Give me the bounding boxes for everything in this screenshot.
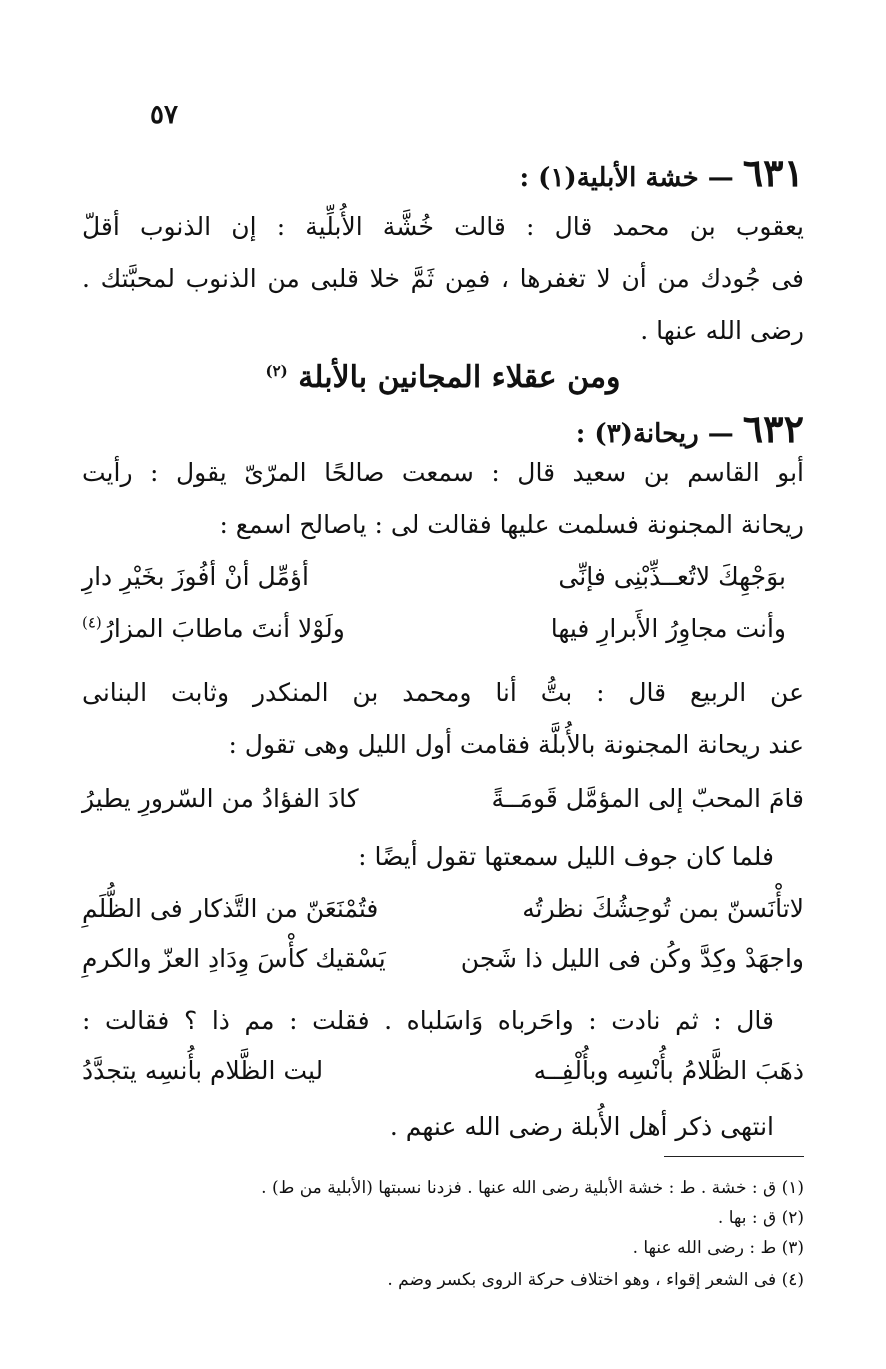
- footnote-3: (٣) ط : رضى الله عنها .: [632, 1238, 804, 1258]
- entry-631-heading: [82, 150, 804, 195]
- footnote-2: (٢) ق : بها .: [717, 1208, 804, 1228]
- verse-2-left: [82, 614, 345, 643]
- section-heading: [82, 360, 804, 395]
- verse-4-left: فتُمْنَعَنّ من التَّذكار فى الظُّلَمِ: [82, 894, 379, 923]
- paragraph-3-line-1: عن الربيع قال : بتُّ أنا ومحمد بن المنكدر وثابت البنانى: [82, 678, 804, 707]
- paragraph-1-line-1: يعقوب بن محمد قال : قالت خُشَّة الأُبلِّية : إن الذنوب أقلّ: [82, 212, 804, 241]
- paragraph-1-line-2: فى جُودك من أن لا تغفرها ، فمِن ثَمَّ خلا قلبى من الذنوب لمحبَّتك .: [82, 264, 804, 293]
- entry-632-number: ٦٣٢: [742, 406, 804, 451]
- entry-631-number: ٦٣١: [742, 150, 804, 195]
- section-title: ومن عقلاء المجانين بالأبلة: [298, 360, 621, 395]
- footnote-1: (١) ق : خشة . ط : خشة الأبلية رضى الله عنها . فزدنا نسبتها (الأبلية من ط) .: [261, 1178, 804, 1198]
- paragraph-6: انتهى ذكر أهل الأُبلة رضى الله عنهم .: [389, 1112, 774, 1141]
- verse-6-right: ذهَبَ الظَّلامُ بأُنْسِه وبأُلْفِــه: [533, 1056, 804, 1085]
- paragraph-3-line-2: عند ريحانة المجنونة بالأُبلَّة فقامت أول الليل وهى تقول :: [228, 730, 804, 759]
- verse-4-right: لاتأْنَسنّ بمن تُوحِشُكَ نظرتُه: [522, 894, 804, 923]
- footnote-divider: [664, 1156, 804, 1157]
- verse-1-left: أؤمِّل أنْ أفُوزَ بخَيْرِ دارِ: [82, 562, 309, 591]
- entry-631-title: — خشة الأبلية(١) :: [519, 163, 734, 193]
- paragraph-2-line-1: أبو القاسم بن سعيد قال : سمعت صالحًا المرّىّ يقول : رأيت: [82, 458, 804, 487]
- verse-3-left: كادَ الفؤادُ من السّرورِ يطيرُ: [82, 784, 359, 813]
- verse-5-left: يَسْقيك كأْسَ وِدَادِ العزّ والكرمِ: [82, 944, 386, 973]
- entry-632-title: — ريحانة(٣) :: [575, 419, 734, 449]
- paragraph-1-line-3: رضى الله عنها .: [640, 316, 804, 345]
- paragraph-4: فلما كان جوف الليل سمعتها تقول أيضًا :: [358, 842, 774, 871]
- verse-6-left: ليت الظَّلام بأُنسِه يتجدَّدُ: [82, 1056, 324, 1085]
- page-number: ٥٧: [150, 100, 178, 130]
- verse-2-left-text: ولَوْلا أنتَ ماطابَ المزارُ: [101, 614, 345, 643]
- entry-632-heading: [82, 406, 804, 451]
- verse-2-right: وأنت مجاوِرُ الأَبرارِ فيها: [550, 614, 786, 643]
- verse-5-right: واجهَدْ وكِدَّ وكُن فى الليل ذا شَجن: [460, 944, 804, 973]
- verse-1-right: بوَجْهِكَ لاتُعــذِّبْنِى فإنِّى: [558, 562, 786, 591]
- paragraph-5: قال : ثم نادت : واحَرباه وَاسَلباه . فقلت : مم ذا ؟ فقالت :: [82, 1006, 774, 1035]
- verse-2-footnote-mark: (٤): [82, 613, 102, 632]
- footnote-4: (٤) فى الشعر إقواء ، وهو اختلاف حركة الروى بكسر وضم .: [387, 1270, 804, 1290]
- verse-3-right: قامَ المحبّ إلى المؤمَّل قَومَــةً: [491, 784, 804, 813]
- paragraph-2-line-2: ريحانة المجنونة فسلمت عليها فقالت لى : ياصالح اسمع :: [219, 510, 804, 539]
- section-footnote-mark: (٢): [265, 362, 288, 380]
